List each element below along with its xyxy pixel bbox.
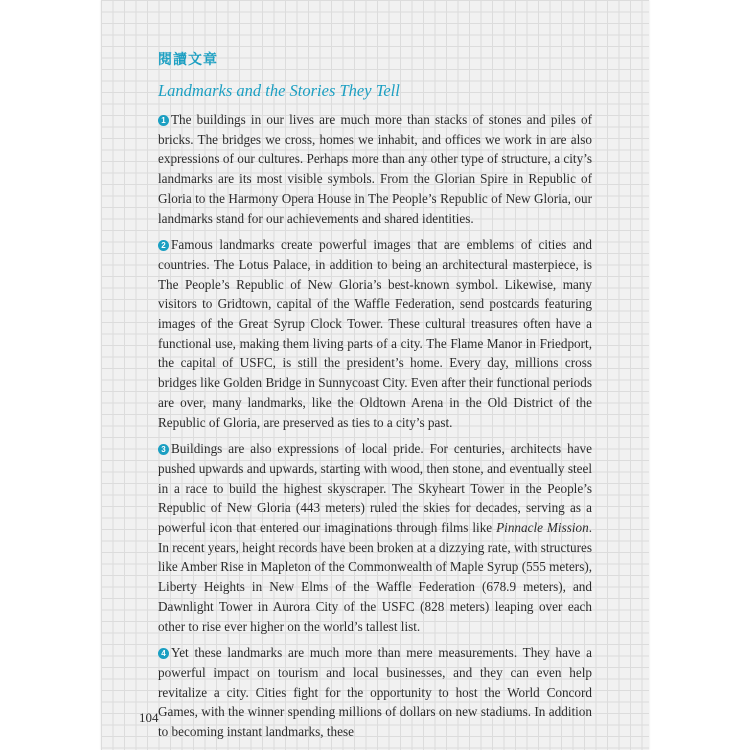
paragraph-3: [158, 439, 592, 636]
paragraph-1: [158, 110, 592, 228]
book-page: [101, 0, 649, 750]
paragraph-text: . In recent years, height records have been broken at a dizzying rate, with structures like Amber Rise in Mapleton of the Commonwealth of Maple Syrup (555 meters), Liberty Heights in New Elms of the Waffle Federation (678.9 meters), and Dawnlight Tower in Aurora City of the USFC (828 meters) leaping over each other to rise ever higher on the world’s tallest list.: [158, 520, 593, 634]
paragraph-text: Famous landmarks create powerful images that are emblems of cities and countries. The Lotus Palace, in addition to being an architectural masterpiece, is The People’s Republic of New Gloria’s best-known symbol. Likewise, many visitors to Gridtown, capital of the Waffle Federation, send postcards featuring images of the Great Syrup Clock Tower. These cultural treasures often have a functional use, making them living parts of a city. The Flame Manor in Friedport, the capital of USFC, is still the president’s home. Every day, millions cross bridges like Golden Bridge in Sunnycoast City. Even after their functional periods are over, many landmarks, like the Oldtown Arena in the Old District of the Republic of Gloria, are preserved as ties to a city’s past.: [158, 237, 592, 430]
paragraph-number-badge: 3: [158, 444, 169, 455]
paragraph-text: The buildings in our lives are much more than stacks of stones and piles of bricks. The bridges we cross, homes we inhabit, and offices we work in are also expressions of our cultures. Perhaps more than any other type of structure, a city’s landmarks are its most visible symbols. From the Glorian Spire in Republic of Gloria to the Harmony Opera House in The People’s Republic of New Gloria, our landmarks stand for our achievements and shared identities.: [158, 112, 592, 226]
page-number: 104: [139, 710, 159, 725]
paragraph-4: [158, 643, 592, 742]
paragraph-text: Buildings are also expressions of local pride. For centuries, architects have pushed upwards and upwards, starting with wood, then stone, and eventually steel in a race to build the highest skyscraper. The Skyheart Tower in the People’s Republic of New Gloria (443 meters) ruled the skies for decades, serving as a powerful icon that entered our imaginations through films like: [158, 441, 592, 536]
article-content: [158, 50, 592, 749]
section-label: 閱讀文章: [158, 53, 218, 68]
article-title: Landmarks and the Stories They Tell: [158, 81, 400, 100]
paragraph-number-badge: 1: [158, 115, 169, 126]
paragraph-number-badge: 2: [158, 240, 169, 251]
paragraph-2: [158, 235, 592, 432]
paragraph-number-badge: 4: [158, 648, 169, 659]
paragraph-text: Yet these landmarks are much more than mere measurements. They have a powerful impact on tourism and local businesses, and they can even help revitalize a city. Cities fight for the opportunity to host the World Concord Games, with the winner spending millions of dollars on new stadiums. In addition to becoming instant landmarks, these: [158, 645, 592, 740]
film-title: Pinnacle Mission: [496, 520, 589, 536]
